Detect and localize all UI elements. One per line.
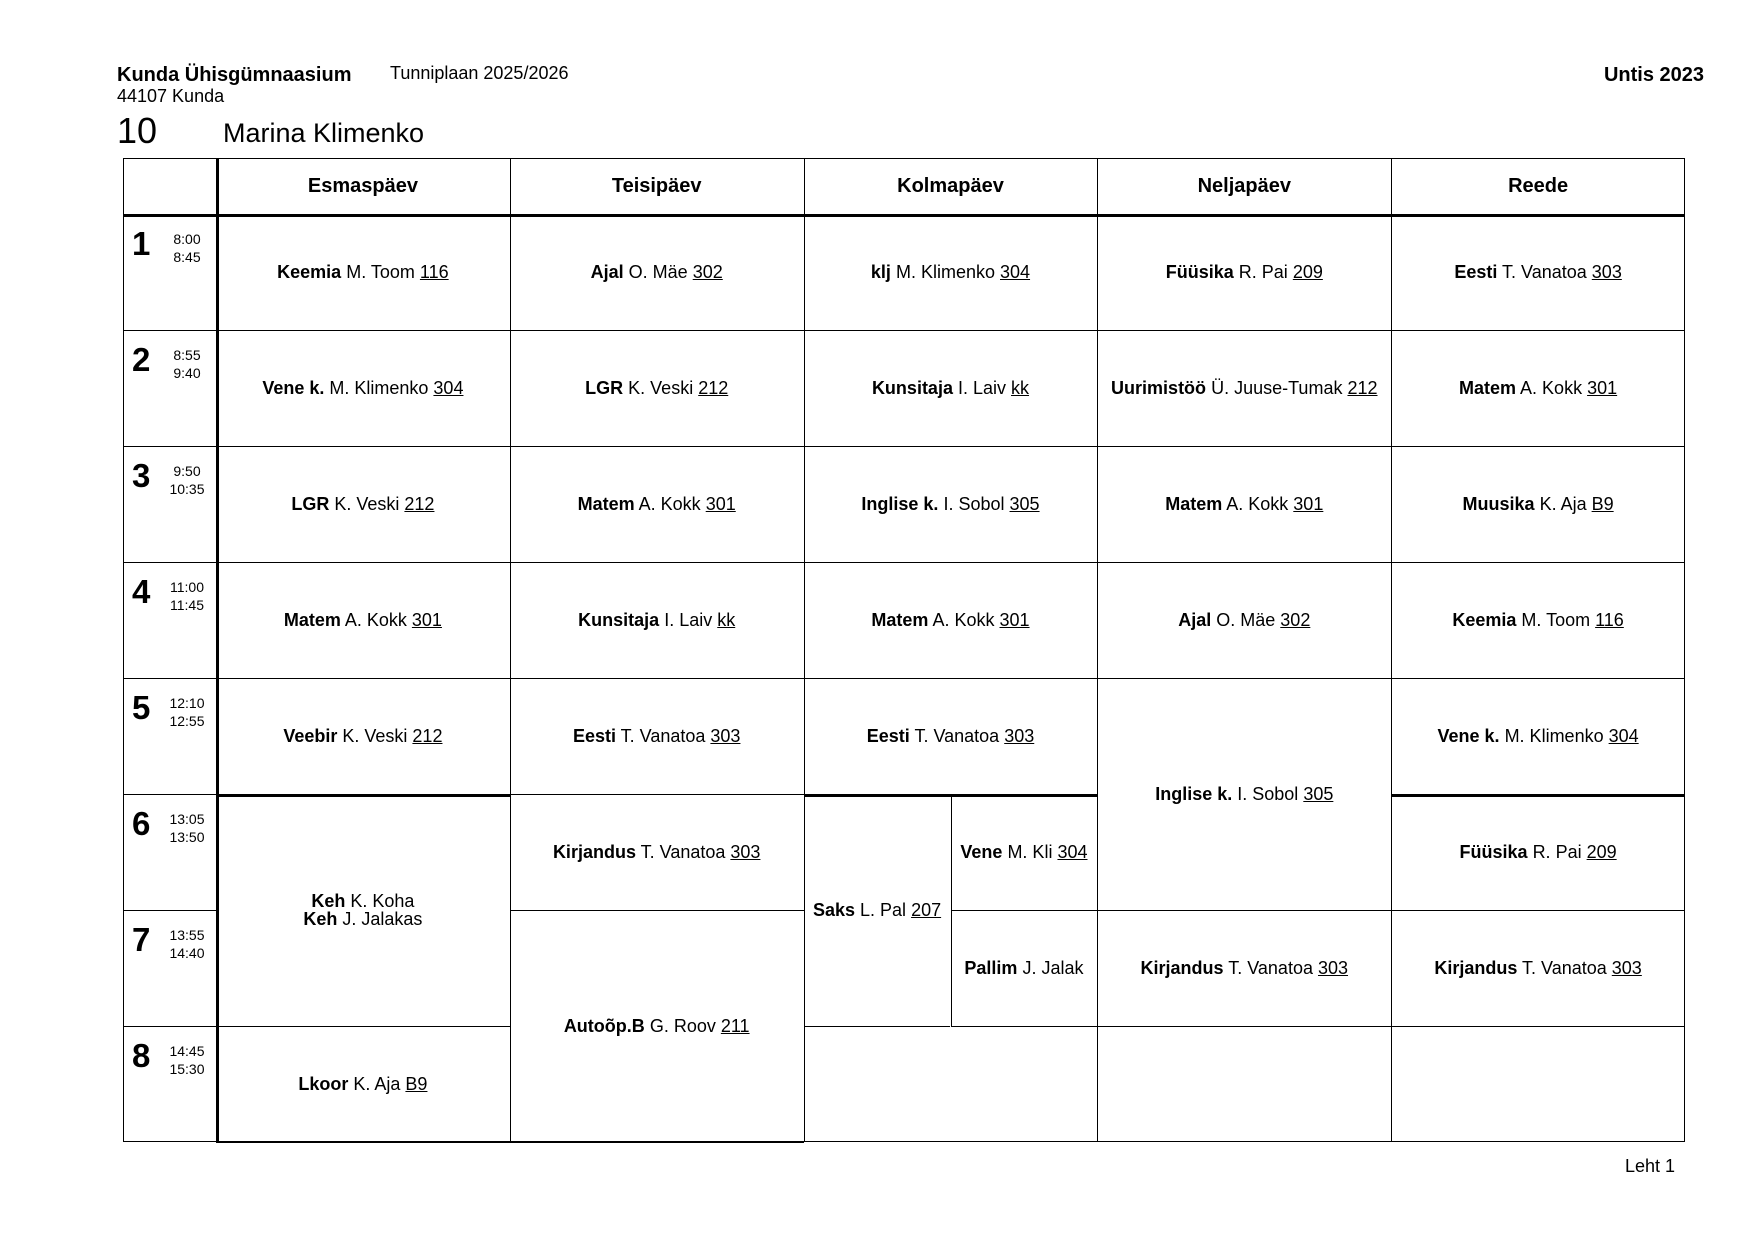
lesson-cell[interactable] [951, 910, 1098, 1026]
period-end: 14:40 [169, 945, 205, 961]
lesson-room: 303 [1611, 958, 1642, 978]
lesson-line [578, 495, 736, 513]
grid-line-horizontal [510, 562, 804, 563]
period-time [161, 1042, 213, 1078]
lesson-room: 212 [404, 494, 435, 514]
lesson-subject: Vene k. [1437, 726, 1500, 746]
lesson-cell[interactable] [510, 678, 804, 794]
lesson-line [1165, 495, 1323, 513]
period-time [161, 346, 213, 382]
lesson-teacher: R. Pai [1238, 262, 1288, 282]
grid-line-horizontal [804, 562, 1098, 563]
lesson-teacher: T. Vanatoa [1522, 958, 1607, 978]
plan-title: Tunniplaan 2025/2026 [390, 63, 569, 83]
lesson-line [277, 263, 448, 281]
lesson-subject: Füüsika [1165, 262, 1234, 282]
school-name: Kunda Ühisgümnaasium [117, 64, 352, 86]
lesson-subject: Saks [812, 900, 855, 920]
lesson-cell[interactable] [804, 562, 1098, 678]
lesson-cell[interactable] [1391, 214, 1685, 330]
lesson-cell[interactable] [510, 330, 804, 446]
lesson-cell[interactable] [804, 214, 1098, 330]
grid-line-horizontal [123, 678, 216, 679]
lesson-teacher: J. Jalak [1022, 958, 1084, 978]
period-end: 13:50 [169, 829, 205, 845]
lesson-cell[interactable] [216, 678, 510, 794]
period-number: 3 [132, 457, 151, 494]
period-number: 6 [132, 805, 151, 842]
lesson-teacher: M. Klimenko [895, 262, 995, 282]
timetable-grid [123, 158, 1685, 1142]
lesson-line [1452, 611, 1623, 629]
grid-line-horizontal [216, 1142, 510, 1143]
period-time [161, 230, 213, 266]
grid-line-horizontal [1391, 678, 1685, 679]
lesson-cell[interactable] [1097, 678, 1391, 910]
grid-line-horizontal [1097, 330, 1391, 331]
lesson-cell[interactable] [216, 214, 510, 330]
lesson-line [1459, 379, 1617, 397]
period-label [123, 446, 216, 561]
day-header: Kolmapäev [897, 174, 1004, 197]
lesson-line [871, 263, 1030, 281]
grid-line-horizontal [123, 1026, 216, 1027]
lesson-room: 207 [911, 900, 942, 920]
lesson-cell[interactable] [1097, 910, 1391, 1026]
lesson-room: 301 [1293, 494, 1324, 514]
lesson-line [1454, 263, 1622, 281]
lesson-teacher: Ü. Juuse-Tumak [1211, 378, 1343, 398]
lesson-line [553, 843, 761, 861]
day-header: Esmaspäev [307, 174, 418, 197]
grid-line-horizontal [510, 214, 804, 215]
grid-line-horizontal [1391, 446, 1685, 447]
lesson-cell[interactable] [510, 910, 804, 1142]
period-number: 1 [132, 225, 151, 262]
lesson-subject: Kunsitaja [578, 610, 660, 630]
lesson-cell[interactable] [1391, 678, 1685, 794]
lesson-line [1166, 263, 1323, 281]
lesson-line [1178, 611, 1310, 629]
lesson-teacher: K. Aja [353, 1074, 401, 1094]
period-time [161, 810, 213, 846]
lesson-room: 304 [433, 378, 464, 398]
lesson-room: kk [717, 610, 736, 630]
lesson-room: 302 [692, 262, 723, 282]
grid-line-horizontal [804, 446, 1098, 447]
lesson-room: B9 [405, 1074, 428, 1094]
lesson-subject: Vene k. [262, 378, 325, 398]
lesson-line [283, 727, 442, 745]
lesson-cell[interactable] [510, 794, 804, 910]
lesson-room: B9 [1591, 494, 1614, 514]
period-number: 8 [132, 1037, 151, 1074]
lesson-room: 211 [720, 1016, 750, 1036]
lesson-line [1434, 959, 1642, 977]
lesson-subject: Autoõp.B [563, 1016, 645, 1036]
grid-line-horizontal [510, 330, 804, 331]
lesson-room: 209 [1292, 262, 1323, 282]
grid-line-horizontal [510, 1142, 804, 1143]
lesson-line [813, 901, 941, 919]
lesson-room: 303 [1591, 262, 1622, 282]
period-start: 11:00 [170, 579, 204, 595]
lesson-line [262, 379, 463, 397]
lesson-room: 212 [1347, 378, 1378, 398]
grid-line-horizontal [216, 214, 510, 215]
lesson-room: 301 [1587, 378, 1618, 398]
lesson-teacher: I. Laiv [957, 378, 1007, 398]
lesson-teacher: M. Toom [346, 262, 415, 282]
lesson-teacher: A. Kokk [1226, 494, 1289, 514]
grid-line-horizontal [216, 794, 510, 797]
lesson-line [291, 495, 434, 513]
software-label: Untis 2023 [1603, 64, 1704, 86]
class-label: 10 [117, 110, 158, 151]
lesson-line [298, 1075, 427, 1093]
lesson-cell[interactable] [804, 794, 951, 1026]
lesson-subject: Kirjandus [1434, 958, 1518, 978]
lesson-cell[interactable] [510, 562, 804, 678]
lesson-subject: Eesti [1454, 262, 1498, 282]
lesson-subject: Uurimistöö [1111, 378, 1207, 398]
period-label [123, 1026, 216, 1141]
lesson-subject: Vene [960, 842, 1003, 862]
grid-line-horizontal [1097, 562, 1391, 563]
lesson-cell[interactable] [1391, 794, 1685, 910]
lesson-teacher: M. Toom [1521, 610, 1591, 630]
lesson-teacher: O. Mäe [1216, 610, 1276, 630]
lesson-teacher: K. Veski [342, 726, 408, 746]
lesson-room: 303 [1317, 958, 1349, 978]
day-header: Teisipäev [611, 174, 702, 197]
lesson-line [861, 495, 1039, 513]
grid-line-horizontal [951, 910, 1098, 911]
lesson-teacher: I. Sobol [1237, 784, 1299, 804]
lesson-room: 304 [1057, 842, 1088, 862]
lesson-teacher: A. Kokk [932, 610, 995, 630]
lesson-teacher: I. Sobol [943, 494, 1005, 514]
lesson-teacher: I. Laiv [664, 610, 713, 630]
grid-line-horizontal [510, 446, 804, 447]
lesson-room: 305 [1303, 784, 1334, 804]
grid-line-horizontal [1097, 678, 1391, 679]
lesson-line [284, 611, 442, 629]
lesson-line [591, 263, 723, 281]
lesson-line [303, 910, 422, 928]
lesson-room: 301 [999, 610, 1030, 630]
lesson-line [871, 611, 1029, 629]
lesson-line [311, 892, 414, 910]
lesson-room: 303 [1004, 726, 1035, 746]
grid-line-horizontal [1391, 1026, 1685, 1027]
lesson-subject: Kirjandus [552, 842, 636, 862]
period-label [123, 794, 216, 909]
day-header: Reede [1508, 174, 1569, 197]
lesson-subject: Lkoor [298, 1074, 349, 1094]
period-time [161, 462, 213, 498]
grid-line-horizontal [804, 678, 1098, 679]
lesson-line [1111, 379, 1377, 397]
lesson-room: 303 [730, 842, 761, 862]
lesson-teacher: T. Vanatoa [914, 726, 1000, 746]
lesson-cell[interactable] [1391, 910, 1685, 1026]
lesson-line [1438, 727, 1639, 745]
lesson-line [867, 727, 1035, 745]
grid-line-horizontal [951, 1026, 1098, 1027]
period-number: 2 [132, 341, 151, 378]
grid-line-horizontal [216, 446, 510, 447]
lesson-room: 304 [1608, 726, 1639, 746]
period-end: 8:45 [173, 249, 201, 265]
period-start: 9:50 [173, 463, 201, 479]
period-end: 15:30 [169, 1061, 205, 1077]
lesson-line [1463, 495, 1614, 513]
grid-line-horizontal [216, 678, 510, 679]
period-time [161, 926, 213, 962]
lesson-teacher: R. Pai [1532, 842, 1582, 862]
period-number: 4 [132, 573, 151, 610]
school-address: 44107 Kunda [117, 86, 225, 106]
lesson-teacher: A. Kokk [1520, 378, 1583, 398]
lesson-subject: klj [870, 262, 891, 282]
lesson-subject: Veebir [283, 726, 338, 746]
period-number: 7 [132, 921, 151, 958]
lesson-subject: Matem [1165, 494, 1223, 514]
period-label [123, 214, 216, 329]
lesson-cell[interactable] [216, 446, 510, 562]
lesson-cell[interactable] [804, 330, 1098, 446]
grid-line-horizontal [1097, 910, 1391, 911]
period-label [123, 910, 216, 1025]
lesson-cell[interactable] [1391, 330, 1685, 446]
lesson-teacher: K. Veski [628, 378, 694, 398]
grid-line-horizontal [123, 562, 216, 563]
lesson-subject: Matem [577, 494, 635, 514]
grid-line-horizontal [123, 330, 216, 331]
lesson-cell[interactable] [510, 214, 804, 330]
lesson-cell[interactable] [1391, 562, 1685, 678]
teacher-name: Marina Klimenko [223, 118, 425, 148]
lesson-cell[interactable] [216, 330, 510, 446]
lesson-line [1460, 843, 1617, 861]
grid-line-horizontal [123, 910, 216, 911]
lesson-line [578, 611, 735, 629]
grid-line-horizontal [804, 1026, 951, 1027]
grid-line-horizontal [804, 330, 1098, 331]
lesson-teacher: K. Koha [350, 891, 415, 911]
grid-line-horizontal [1391, 562, 1685, 563]
grid-line-horizontal [1097, 1026, 1391, 1027]
lesson-cell[interactable] [216, 1026, 510, 1142]
lesson-subject: Matem [871, 610, 929, 630]
lesson-subject: Ajal [590, 262, 624, 282]
lesson-teacher: J. Jalakas [342, 909, 423, 929]
grid-line-horizontal [216, 562, 510, 563]
lesson-room: 212 [698, 378, 729, 398]
lesson-cell[interactable] [951, 794, 1098, 910]
lesson-line [872, 379, 1029, 397]
lesson-teacher: M. Klimenko [329, 378, 429, 398]
lesson-subject: LGR [585, 378, 624, 398]
lesson-subject: Muusika [1462, 494, 1535, 514]
page-number: Leht 1 [1625, 1156, 1676, 1176]
lesson-teacher: L. Pal [860, 900, 907, 920]
lesson-teacher: M. Kli [1007, 842, 1053, 862]
lesson-room: 303 [710, 726, 741, 746]
lesson-line [960, 843, 1087, 861]
grid-line-horizontal [510, 678, 804, 679]
lesson-cell[interactable] [1097, 214, 1391, 330]
lesson-cell[interactable] [1097, 562, 1391, 678]
lesson-cell[interactable] [1097, 446, 1391, 562]
period-end: 10:35 [169, 481, 205, 497]
lesson-teacher: T. Vanatoa [1502, 262, 1587, 282]
period-end: 12:55 [169, 713, 205, 729]
lesson-subject: Kunsitaja [871, 378, 953, 398]
lesson-line [585, 379, 728, 397]
lesson-subject: Matem [283, 610, 341, 630]
lesson-room: kk [1011, 378, 1030, 398]
period-number: 5 [132, 689, 151, 726]
lesson-line [573, 727, 741, 745]
grid-line-horizontal [216, 1026, 510, 1027]
lesson-subject: Keh [303, 909, 338, 929]
period-label [123, 678, 216, 793]
period-label [123, 330, 216, 445]
lesson-cell[interactable] [1391, 446, 1685, 562]
lesson-teacher: T. Vanatoa [620, 726, 706, 746]
lesson-room: 302 [1280, 610, 1311, 630]
grid-line-horizontal [1097, 214, 1391, 215]
lesson-teacher: T. Vanatoa [640, 842, 726, 862]
lesson-subject: Inglise k. [1155, 784, 1233, 804]
day-header: Neljapäev [1197, 174, 1291, 197]
lesson-room: 209 [1586, 842, 1617, 862]
lesson-teacher: K. Veski [334, 494, 400, 514]
lesson-room: 305 [1009, 494, 1040, 514]
lesson-subject: Keh [311, 891, 346, 911]
lesson-teacher: K. Aja [1539, 494, 1587, 514]
lesson-cell[interactable] [1097, 330, 1391, 446]
grid-line-horizontal [804, 214, 1098, 215]
lesson-teacher: G. Roov [649, 1016, 716, 1036]
grid-line-horizontal [510, 910, 804, 911]
period-label [123, 562, 216, 677]
grid-line-horizontal [1097, 446, 1391, 447]
lesson-line [564, 1017, 750, 1035]
grid-line-horizontal [1391, 794, 1685, 797]
lesson-cell[interactable] [804, 678, 1098, 794]
grid-line-horizontal [1391, 330, 1685, 331]
lesson-line [964, 959, 1083, 977]
lesson-room: 116 [1595, 610, 1624, 630]
period-start: 8:00 [173, 231, 201, 247]
lesson-subject: Eesti [572, 726, 616, 746]
lesson-subject: Füüsika [1459, 842, 1528, 862]
lesson-teacher: A. Kokk [638, 494, 701, 514]
lesson-subject: Ajal [1178, 610, 1212, 630]
period-start: 12:10 [169, 695, 205, 711]
grid-line-horizontal [216, 330, 510, 331]
period-start: 13:55 [169, 927, 205, 943]
grid-line-horizontal [1391, 214, 1685, 215]
lesson-room: 116 [419, 262, 449, 282]
lesson-subject: LGR [291, 494, 330, 514]
period-start: 8:55 [173, 347, 201, 363]
period-end: 11:45 [170, 597, 204, 613]
lesson-teacher: M. Klimenko [1504, 726, 1604, 746]
lesson-cell[interactable] [216, 562, 510, 678]
lesson-room: 212 [412, 726, 443, 746]
lesson-line [1141, 959, 1349, 977]
lesson-cell[interactable] [216, 794, 510, 1026]
lesson-subject: Eesti [866, 726, 910, 746]
lesson-teacher: O. Mäe [628, 262, 688, 282]
grid-line-horizontal [804, 794, 1098, 797]
grid-line-horizontal [1391, 910, 1685, 911]
period-time [161, 578, 213, 614]
grid-line-horizontal [123, 794, 216, 795]
period-end: 9:40 [173, 365, 201, 381]
grid-line-horizontal [510, 794, 804, 795]
lesson-subject: Keemia [277, 262, 342, 282]
lesson-subject: Pallim [964, 958, 1018, 978]
lesson-teacher: A. Kokk [344, 610, 407, 630]
period-time [161, 694, 213, 730]
lesson-subject: Kirjandus [1140, 958, 1224, 978]
lesson-subject: Matem [1459, 378, 1517, 398]
lesson-room: 301 [705, 494, 736, 514]
lesson-subject: Keemia [1452, 610, 1517, 630]
lesson-line [1155, 785, 1333, 803]
lesson-teacher: T. Vanatoa [1228, 958, 1313, 978]
period-start: 14:45 [169, 1043, 205, 1059]
lesson-room: 304 [1000, 262, 1031, 282]
grid-line-horizontal [123, 446, 216, 447]
period-start: 13:05 [169, 811, 205, 827]
lesson-cell[interactable] [804, 446, 1098, 562]
lesson-cell[interactable] [510, 446, 804, 562]
lesson-subject: Inglise k. [861, 494, 939, 514]
lesson-room: 301 [411, 610, 442, 630]
